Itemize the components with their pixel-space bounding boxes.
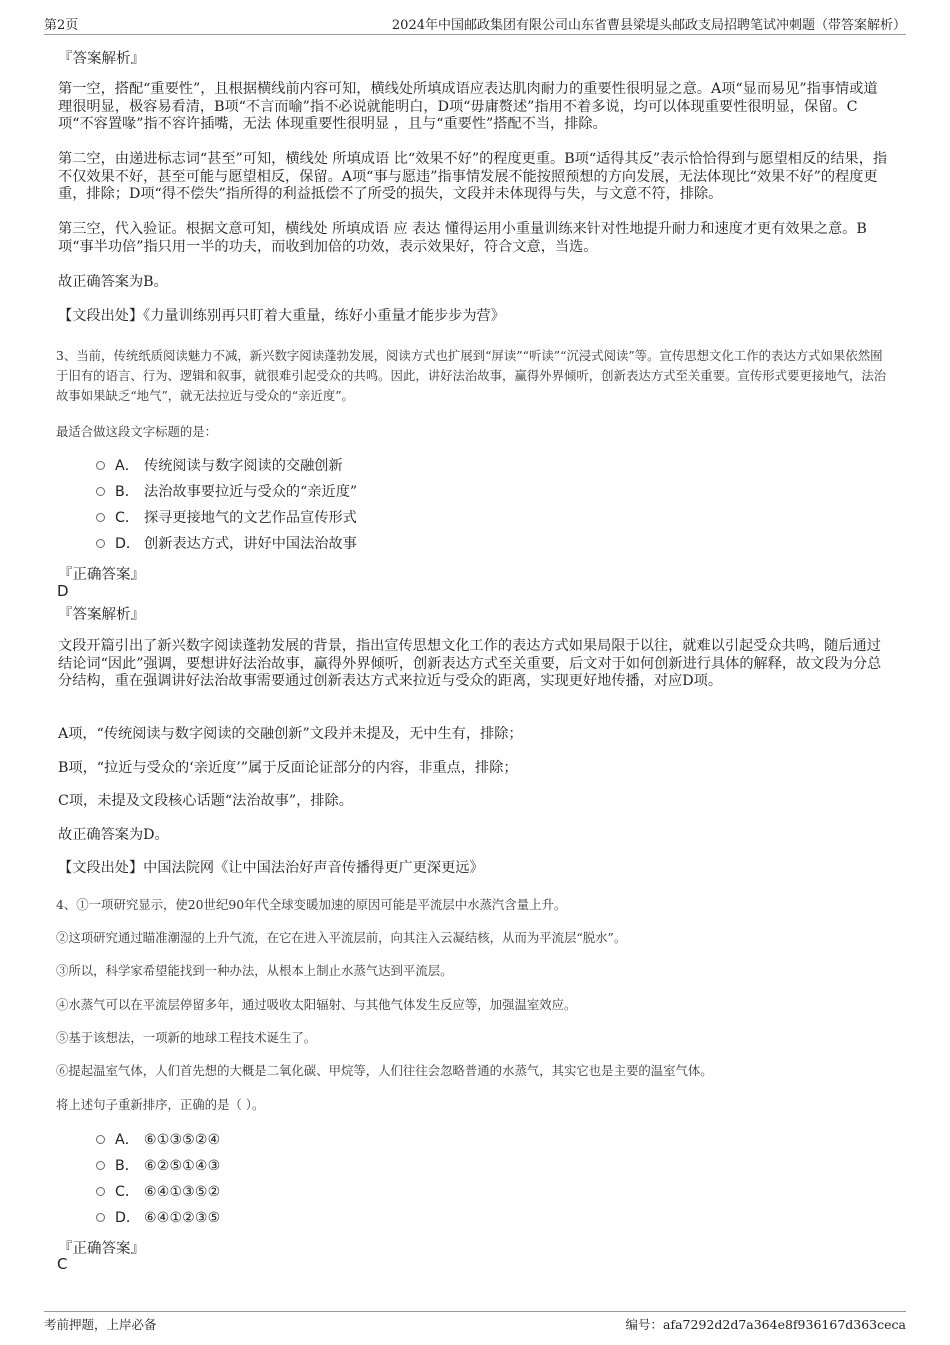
q3-correct-label: 『正确答案』	[58, 567, 145, 583]
option-letter: B．	[115, 1158, 139, 1174]
option-text: ⑥②⑤①④③	[144, 1158, 221, 1174]
document-id: 编号：afa7292d2d7a364e8f936167d363ceca	[625, 1317, 906, 1332]
q4-correct-label: 『正确答案』	[58, 1241, 145, 1257]
q4-option-b[interactable]	[96, 1156, 220, 1176]
q3-analysis-option-c: C项，未提及文段核心话题“法治故事”，排除。	[58, 793, 353, 809]
q4-question: 将上述句子重新排序，正确的是（ ）。	[56, 1097, 265, 1112]
document-title: 2024年中国邮政集团有限公司山东省曹县梁堤头邮政支局招聘笔试冲刺题（带答案解析）	[391, 18, 906, 33]
q4-sentence-2: ②这项研究通过瞄准潮湿的上升气流，在它在进入平流层前，向其注入云凝结核，从而为平流层“脱水”。	[56, 930, 627, 945]
page-number: 第2页	[44, 18, 79, 33]
q4-option-a[interactable]	[96, 1130, 220, 1150]
q4-option-c[interactable]	[96, 1182, 220, 1202]
q3-stem: 3、当前，传统纸质阅读魅力不减，新兴数字阅读蓬勃发展，阅读方式也扩展到“屏读”“听读”“沉浸式阅读”等。宣传思想文化工作的表达方式如果依然囿于旧有的语言、行为、逻辑和叙事，就很难引起受众的共鸣。因此，讲好法治故事，赢得外界倾听，创新表达方式至关重要。宣传形式要更接地气，法治故事如果缺乏“地气”，就无法拉近与受众的“亲近度”。	[56, 348, 887, 403]
radio-button-icon[interactable]	[96, 461, 105, 470]
option-letter: D．	[115, 1210, 141, 1226]
q3-option-c[interactable]	[96, 508, 357, 528]
q4-sentence-4: ④水蒸气可以在平流层停留多年，通过吸收太阳辐射、与其他气体发生反应等，加强温室效应。	[56, 997, 577, 1012]
radio-button-icon[interactable]	[96, 1161, 105, 1170]
radio-button-icon[interactable]	[96, 487, 105, 496]
option-text: ⑥④①③⑤②	[144, 1184, 221, 1200]
q4-option-d[interactable]	[96, 1208, 220, 1228]
q4-sentence-6: ⑥提起温室气体，人们首先想的大概是二氧化碳、甲烷等，人们往往会忽略普通的水蒸气，其实它也是主要的温室气体。	[56, 1063, 713, 1078]
q3-analysis-paragraph-1: 文段开篇引出了新兴数字阅读蓬勃发展的背景，指出宣传思想文化工作的表达方式如果局限于以往，就难以引起受众共鸣，随后通过结论词“因此”强调，要想讲好法治故事，赢得外界倾听，创新表达方式至关重要，后文对于如何创新进行具体的解释，故文段为分总分结构，重在强调讲好法治故事需要通过创新表达方式来拉近与受众的距离，实现更好地传播，对应D项。	[58, 638, 882, 690]
q3-conclusion: 故正确答案为D。	[58, 827, 169, 843]
page-footer	[44, 1311, 906, 1332]
radio-button-icon[interactable]	[96, 1135, 105, 1144]
q2-analysis-paragraph-3: 第三空，代入验证。根据文意可知，横线处 所填成语 应 表达 懂得运用小重量训练来针对性地提升耐力和速度才更有效果之意。B项“事半功倍”指只用一半的功夫，而收到加倍的功效，表示效果好，符合文意，当选。	[58, 221, 867, 255]
option-letter: C．	[115, 510, 140, 526]
radio-button-icon[interactable]	[96, 1213, 105, 1222]
q4-sentence-5: ⑤基于该想法，一项新的地球工程技术诞生了。	[56, 1030, 317, 1045]
q3-analysis-option-b: B项，“拉近与受众的‘亲近度’”属于反面论证部分的内容，非重点，排除；	[58, 760, 518, 776]
q2-analysis-paragraph-2: 第二空，由递进标志词“甚至”可知，横线处 所填成语 比“效果不好”的程度更重。B项“适得其反”表示恰恰得到与愿望相反的结果，指不仅效果不好，甚至可能与愿望相反，保留。A项“事与愿违”指事情发展不能按照预想的方向发展，无法体现比“效果不好”的程度更重，排除；D项“得不偿失”指所得的利益抵偿不了所受的损失，文段并未体现得与失，与文意不符，排除。	[58, 151, 888, 203]
option-text: 传统阅读与数字阅读的交融创新	[144, 458, 343, 474]
q3-option-b[interactable]	[96, 482, 357, 502]
radio-button-icon[interactable]	[96, 539, 105, 548]
option-letter: C．	[115, 1184, 140, 1200]
page-header	[44, 12, 906, 35]
option-text: 创新表达方式，讲好中国法治故事	[144, 536, 357, 552]
option-letter: B．	[115, 484, 139, 500]
option-text: ⑥①③⑤②④	[144, 1132, 221, 1148]
option-text: ⑥④①②③⑤	[144, 1210, 221, 1226]
option-text: 探寻更接地气的文艺作品宣传形式	[144, 510, 357, 526]
q4-sentence-1: 4、①一项研究显示，使20世纪90年代全球变暖加速的原因可能是平流层中水蒸汽含量上升。	[56, 897, 567, 912]
q3-question: 最适合做这段文字标题的是：	[56, 424, 218, 439]
q2-conclusion: 故正确答案为B。	[58, 274, 168, 290]
option-letter: A．	[115, 458, 139, 474]
radio-button-icon[interactable]	[96, 513, 105, 522]
q2-analysis-label: 『答案解析』	[58, 51, 145, 67]
option-text: 法治故事要拉近与受众的“亲近度”	[144, 484, 358, 500]
q3-source: 【文段出处】中国法院网《让中国法治好声音传播得更广更深更远》	[58, 860, 484, 876]
option-letter: A．	[115, 1132, 139, 1148]
q2-analysis-paragraph-1: 第一空，搭配“重要性”，且根据横线前内容可知，横线处所填成语应表达肌肉耐力的重要性很明显之意。A项“显而易见”指事情或道理很明显，极容易看清，B项“不言而喻”指不必说就能明白，D项“毋庸赘述”指用不着多说，均可以体现重要性很明显，保留。C项“不容置喙”指不容许插嘴，无法 体现重要性很明显 ，且与“重要性”搭配不当，排除。	[58, 81, 878, 133]
q4-sentence-3: ③所以，科学家希望能找到一种办法，从根本上制止水蒸气达到平流层。	[56, 963, 453, 978]
radio-button-icon[interactable]	[96, 1187, 105, 1196]
option-letter: D．	[115, 536, 141, 552]
q2-source: 【文段出处】《力量训练别再只盯着大重量，练好小重量才能步步为营》	[58, 308, 505, 324]
q3-correct-answer: D	[57, 582, 69, 600]
q3-option-d[interactable]	[96, 534, 357, 554]
q3-option-a[interactable]	[96, 456, 343, 476]
q3-analysis-option-a: A项，“传统阅读与数字阅读的交融创新”文段并未提及，无中生有，排除；	[58, 726, 523, 742]
q4-correct-answer: C	[57, 1255, 68, 1273]
footer-slogan: 考前押题，上岸必备	[44, 1317, 157, 1332]
q3-analysis-label: 『答案解析』	[58, 607, 145, 623]
